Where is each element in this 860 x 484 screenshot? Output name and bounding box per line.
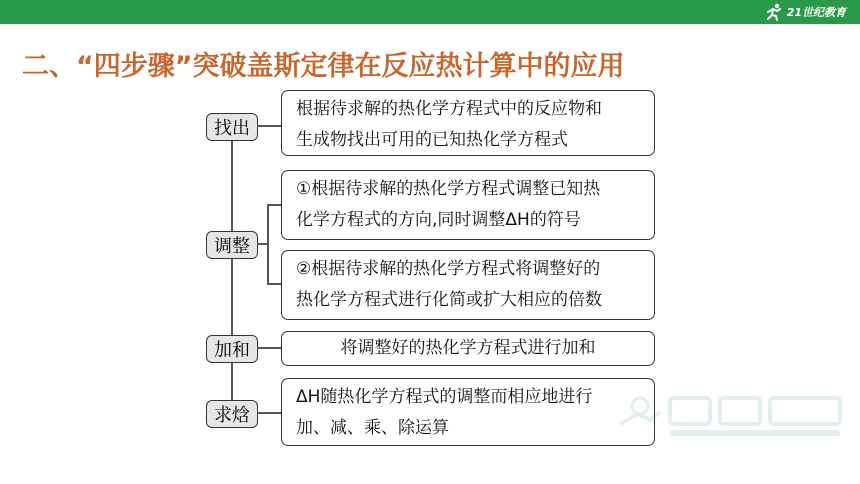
step1-box [281, 90, 655, 156]
page-title: 二、“四步骤”突破盖斯定律在反应热计算中的应用 [22, 51, 625, 82]
step4-box [281, 378, 655, 446]
step4-box-line1: ΔH随热化学方程式的调整而相应地进行 [296, 387, 593, 407]
step3-box-line1: 将调整好的热化学方程式进行加和 [340, 338, 596, 358]
step2-box-b-line1: ②根据待求解的热化学方程式将调整好的 [296, 259, 601, 279]
step-label-find: 找出 [206, 113, 258, 141]
step2-branch-a [267, 204, 281, 206]
step1-link [257, 125, 281, 127]
step2-box-b-line2: 热化学方程式进行化简或扩大相应的倍数 [296, 290, 602, 310]
step4-box-line2: 加、减、乘、除运算 [296, 418, 449, 438]
step2-branch-b [267, 283, 281, 285]
step2-box-a [281, 170, 655, 240]
step2-box-b [281, 250, 655, 320]
step2-box-a-line2: 化学方程式的方向,同时调整ΔH的符号 [296, 210, 581, 230]
step-label-enthalpy: 求焓 [206, 400, 258, 428]
runner-logo-icon [764, 3, 784, 21]
step3-box [281, 331, 655, 366]
step2-box-a-line1: ①根据待求解的热化学方程式调整已知热 [296, 179, 601, 199]
step-label-sum: 加和 [206, 335, 258, 363]
step-label-adjust: 调整 [206, 231, 258, 259]
step3-link [257, 347, 281, 349]
step1-box-line2: 生成物找出可用的已知热化学方程式 [296, 130, 568, 150]
top-bar [0, 0, 860, 24]
step4-link [257, 412, 281, 414]
brand-logo [764, 2, 846, 22]
step1-box-line1: 根据待求解的热化学方程式中的反应物和 [296, 99, 602, 119]
step2-bracket [267, 204, 269, 284]
brand-name: 21世纪教育 [786, 6, 846, 19]
